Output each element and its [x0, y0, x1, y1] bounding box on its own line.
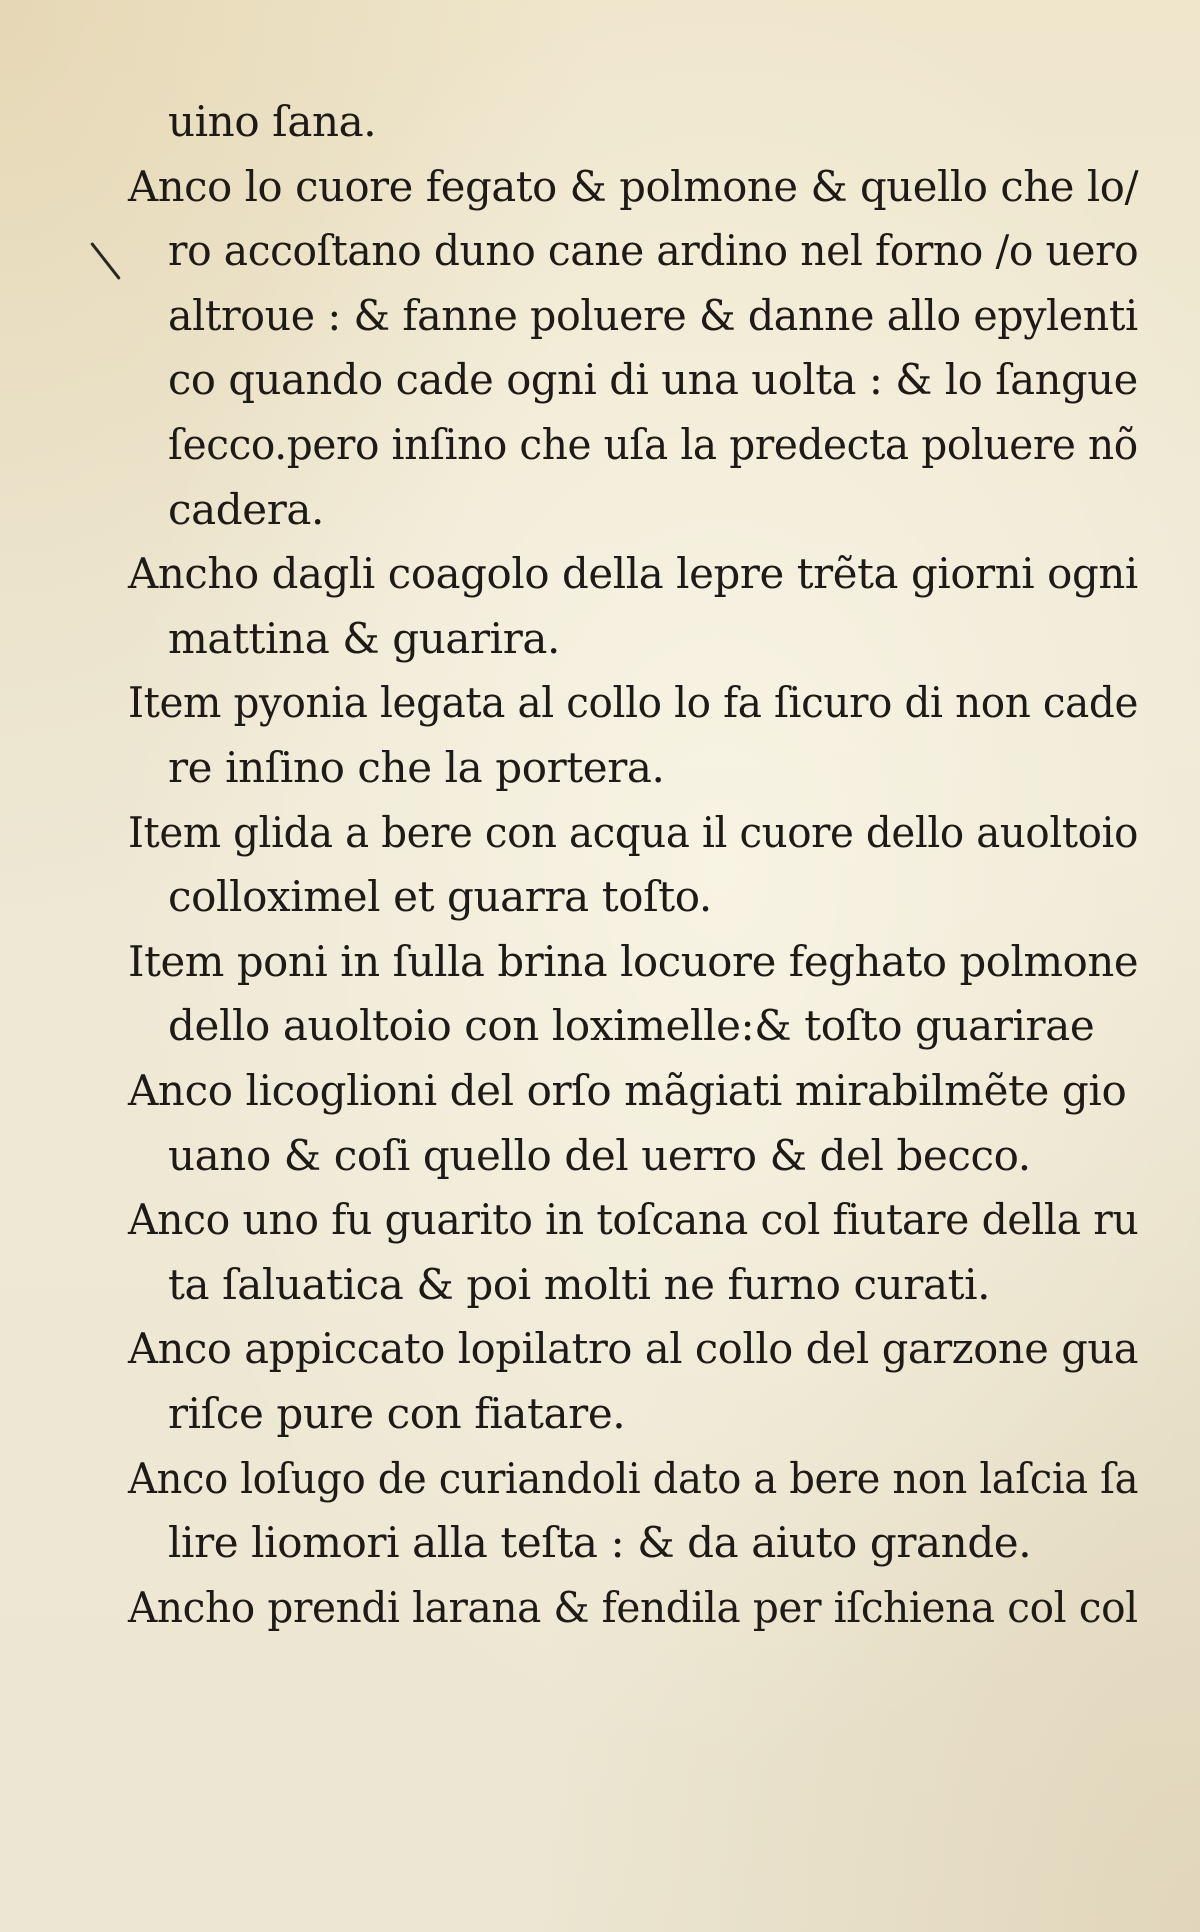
text-line: Anco lo cuore fegato & polmone & quello che lo/: [128, 161, 1139, 211]
text-line: re inſino che la portera.: [168, 743, 665, 792]
text-line: Anco appiccato lopilatro al collo del garzone gua: [128, 1324, 1139, 1374]
text-line: mattina & guarira.: [168, 613, 560, 663]
text-line: Ancho dagli coagolo della lepre trẽta giorni ogni: [128, 549, 1138, 599]
text-line: co quando cade ogni di una uolta : & lo ſangue: [168, 355, 1138, 405]
text-line: colloximel et guarra toſto.: [168, 872, 712, 922]
text-line: Item poni in ſulla brina locuore feghato polmone: [128, 936, 1139, 986]
text-line: uano & coſi quello del uerro & del becco.: [168, 1130, 1031, 1180]
text-line: Anco loſugo de curiandoli dato a bere non laſcia ſa: [128, 1453, 1139, 1503]
text-line: dello auoltoio con loximelle:& toſto guarirae: [168, 1001, 1095, 1051]
text-line: Item pyonia legata al collo lo fa ſicuro di non cade: [128, 678, 1139, 728]
text-line: Anco uno fu guarito in toſcana col fiutare della ru: [128, 1195, 1139, 1245]
text-line: cadera.: [168, 484, 324, 534]
text-line: uino ſana.: [168, 97, 377, 146]
text-line: Anco licoglioni del orſo mãgiati mirabilmẽte gio: [128, 1066, 1127, 1115]
text-line: Ancho prendi larana & fendila per iſchiena col col: [128, 1582, 1138, 1632]
text-line: lire liomori alla teſta : & da aiuto grande.: [168, 1518, 1032, 1568]
text-line: riſce pure con fiatare.: [168, 1389, 626, 1438]
text-line: ſecco.pero inſino che uſa la predecta poluere nõ: [168, 420, 1138, 469]
text-line: ta ſaluatica & poi molti ne furno curati.: [168, 1259, 991, 1309]
text-line: ro accoſtano duno cane ardino nel forno /o uero: [168, 226, 1139, 276]
text-line: Item glida a bere con acqua il cuore dello auoltoio: [128, 807, 1138, 857]
margin-ink-stroke: [90, 242, 121, 280]
text-line: altroue : & fanne poluere & danne allo epylenti: [168, 290, 1138, 340]
